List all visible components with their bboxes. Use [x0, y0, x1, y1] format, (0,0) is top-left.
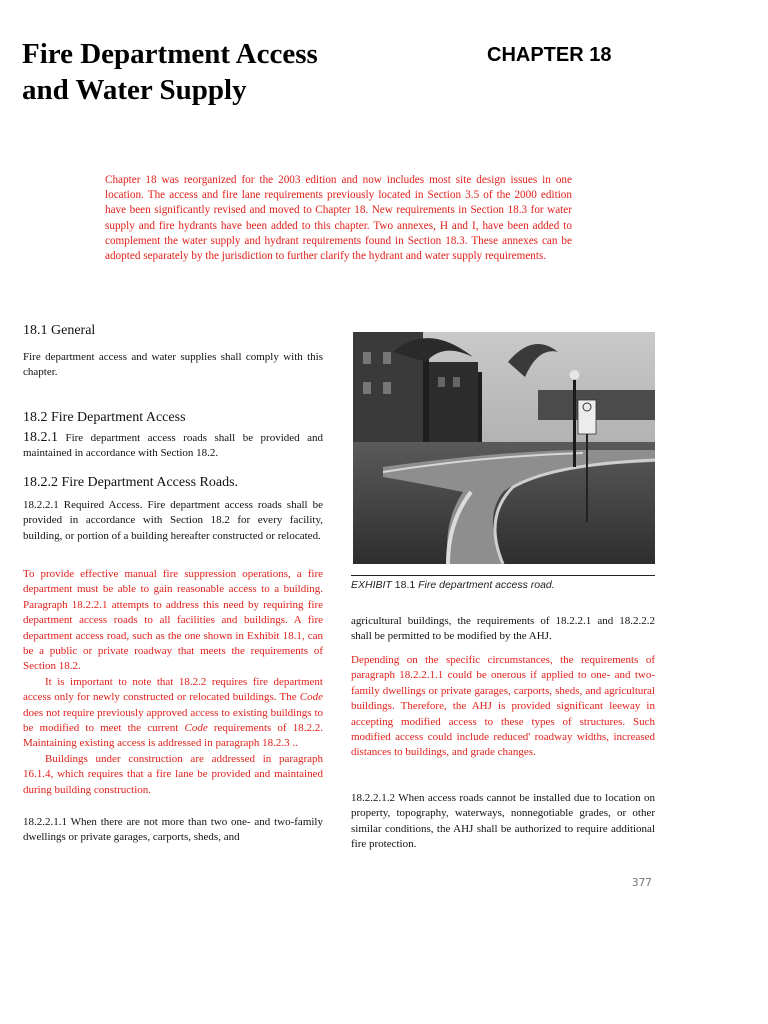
commentary-access-p2a: It is important to note that 18.2.2 requires fire department access only for newly constructed or relocated buildings. The — [23, 675, 323, 704]
para-continued: agricultural buildings, the requirements of 18.2.2.1 and 18.2.2.2 shall be permitted to be modified by the AHJ. — [351, 615, 655, 643]
para-18-2-2-1-1: 18.2.2.1.1 When there are not more than two one- and two-family dwellings or private garages, carports, sheds, and — [23, 816, 323, 844]
title-line-1: Fire Department Access — [22, 38, 318, 70]
commentary-access-p1: To provide effective manual fire suppression operations, a fire department must be able to gain reasonable access to a building. Paragraph 18.2.2.1 attempts to address this need by requiring fire department access roads to all facilities and buildings. A fire department access road, such as the one shown in Exhibit 18.1, can be a public or private roadway that meets the requirements of Section 18.2. — [23, 568, 323, 673]
commentary-access-p2b: does not require previously approved access to existing buildings to be modified to meet the current — [23, 706, 323, 735]
page-number: 377 — [632, 876, 652, 889]
para-18-2-1 — [23, 430, 323, 462]
exhibit-text: Fire department access road. — [418, 579, 555, 591]
para-18-2-1-text: Fire department access roads shall be provided and maintained in accordance with Section 18.2. — [23, 432, 323, 460]
heading-18-1: 18.1 General — [23, 323, 96, 338]
commentary-access-p2c: requirements of 18.2.2. Maintaining existing access is addressed in paragraph 18.2.3 .. — [23, 722, 323, 750]
para-18-2-2-1-2: 18.2.2.1.2 When access roads cannot be installed due to location on property, topography, waterways, nonnegotiable grades, or other similar conditions, the AHJ shall be authorized to require additional fire protection. — [351, 792, 655, 851]
title-line-2: and Water Supply — [22, 74, 247, 106]
commentary-access-p3: Buildings under construction are addressed in paragraph 16.1.4, which requires that a fire lane be provided and maintained during building construction. — [23, 752, 323, 796]
commentary-access-p2 — [23, 675, 323, 752]
exhibit-label: EXHIBIT — [351, 579, 392, 591]
para-18-1: Fire department access and water supplies shall comply with this chapter. — [23, 351, 323, 379]
para-18-2-2-1: 18.2.2.1 Required Access. Fire department access roads shall be provided in accordance with Section 18.2 for every facility, building, or portion of a building hereafter constructed or relocated. — [23, 499, 323, 542]
code-word-2: Code — [184, 722, 208, 735]
heading-18-2: 18.2 Fire Department Access — [23, 410, 186, 425]
access-road-image — [353, 332, 655, 564]
chapter-intro: Chapter 18 was reorganized for the 2003 edition and now includes most site design issues in one location. The access and fire lane requirements previously located in Section 3.5 of the 2000 edition have been significantly revised and moved to Chapter 18. New requirements in Section 18.3 for water supply and fire hydrants have been added to this chapter. Two annexes, H and I, have been added to complement the water supply and hydrant requirements found in Section 18.3. These annexes can be adopted separately by the jurisdiction to further clarify the hydrant and water supply requirements. — [105, 174, 572, 263]
exhibit-caption — [351, 575, 655, 591]
code-word-1: Code — [299, 691, 323, 704]
para-18-2-1-number: 18.2.1 — [23, 430, 58, 445]
commentary-modified-access: Depending on the specific circumstances, the requirements of paragraph 18.2.2.1.1 could be onerous if applied to one- and two-family dwellings or private garages, carports, sheds, and agricultural buildings. Therefore, the AHJ is provided significant leeway in accepting modified access to these types of structures. Such modified access could include reduced' roadway widths, increased distances to buildings, and grade changes. — [351, 654, 655, 759]
exhibit-photo — [353, 332, 655, 564]
commentary-access — [23, 567, 323, 798]
exhibit-number: 18.1 — [391, 579, 419, 591]
heading-18-2-2: 18.2.2 Fire Department Access Roads. — [23, 475, 239, 490]
chapter-label: CHAPTER 18 — [487, 44, 612, 66]
page-title — [22, 36, 442, 108]
